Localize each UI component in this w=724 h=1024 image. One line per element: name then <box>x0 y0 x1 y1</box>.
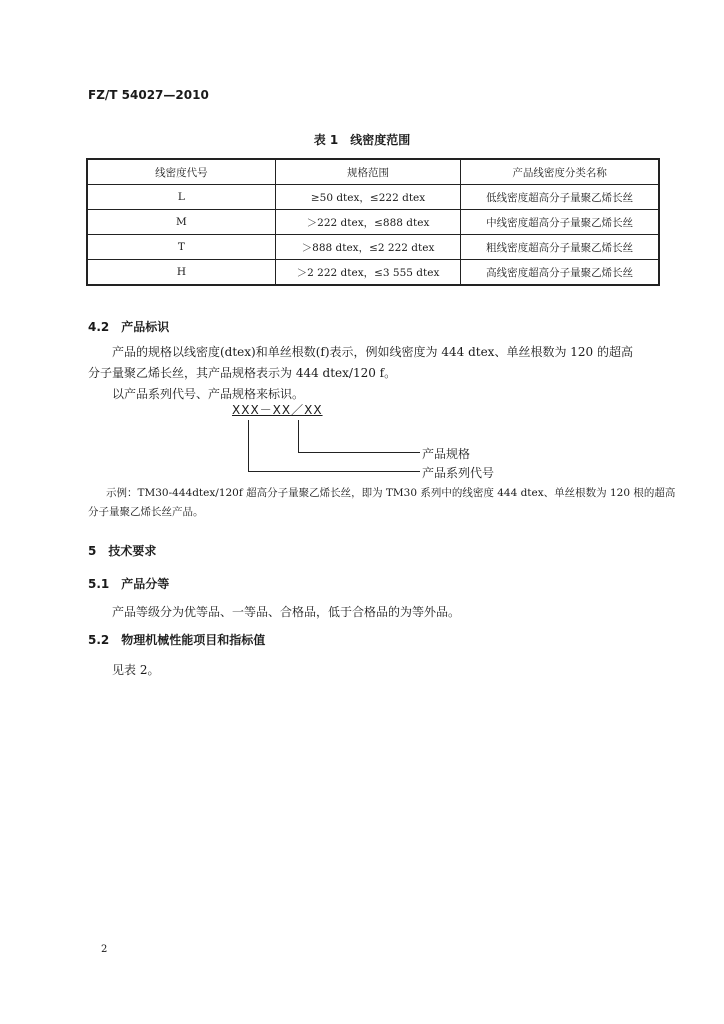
table-cell: ＞888 dtex，≤2 222 dtex <box>275 235 460 260</box>
column-header: 线密度代号 <box>87 159 275 185</box>
table-header-row <box>87 159 659 185</box>
section-4-2-title: 4.2 产品标识 <box>88 320 170 334</box>
paragraph-line: 产品等级分为优等品、一等品、合格品，低于合格品的为等外品。 <box>112 605 461 619</box>
table-caption: 表 1 线密度范围 <box>313 133 411 147</box>
product-code-format: XXX－XX／XX <box>232 403 323 417</box>
table-cell: ≥50 dtex，≤222 dtex <box>275 185 460 210</box>
paragraph-line: 以产品系列代号、产品规格来标识。 <box>112 387 305 401</box>
table-cell: 粗线密度超高分子量聚乙烯长丝 <box>461 235 659 260</box>
page-number: 2 <box>101 944 108 955</box>
section-5-1-title: 5.1 产品分等 <box>88 577 170 591</box>
paragraph-line: 产品的规格以线密度(dtex)和单丝根数(f)表示，例如线密度为 444 dtex、单丝根数为 120 的超高 <box>112 345 633 359</box>
table-row <box>87 260 659 286</box>
density-table <box>86 158 660 286</box>
section-5-title: 5 技术要求 <box>88 544 157 558</box>
label-product-series: 产品系列代号 <box>422 466 495 480</box>
column-header: 产品线密度分类名称 <box>461 159 659 185</box>
example-line: 示例：TM30-444dtex/120f 超高分子量聚乙烯长丝，即为 TM30 系列中的线密度 444 dtex、单丝根数为 120 根的超高 <box>106 487 676 499</box>
table-cell: T <box>87 235 275 260</box>
table-cell: 低线密度超高分子量聚乙烯长丝 <box>461 185 659 210</box>
column-header: 规格范围 <box>275 159 460 185</box>
table-cell: L <box>87 185 275 210</box>
spec-leader-horizontal <box>298 452 420 453</box>
spec-leader-vertical <box>298 420 299 453</box>
series-leader-horizontal <box>248 471 420 472</box>
paragraph-line: 分子量聚乙烯长丝，其产品规格表示为 444 dtex/120 f。 <box>88 366 397 380</box>
table-cell: H <box>87 260 275 286</box>
example-line: 分子量聚乙烯长丝产品。 <box>88 506 204 518</box>
series-leader-vertical <box>248 420 249 472</box>
table-cell: 高线密度超高分子量聚乙烯长丝 <box>461 260 659 286</box>
section-5-2-title: 5.2 物理机械性能项目和指标值 <box>88 633 266 647</box>
standard-header: FZ/T 54027—2010 <box>88 88 209 102</box>
paragraph-line: 见表 2。 <box>112 663 160 677</box>
table-cell: M <box>87 210 275 235</box>
table-cell: ＞2 222 dtex，≤3 555 dtex <box>275 260 460 286</box>
table-row <box>87 235 659 260</box>
table-row <box>87 210 659 235</box>
table-cell: ＞222 dtex，≤888 dtex <box>275 210 460 235</box>
table-cell: 中线密度超高分子量聚乙烯长丝 <box>461 210 659 235</box>
label-product-spec: 产品规格 <box>422 447 471 461</box>
table-row <box>87 185 659 210</box>
